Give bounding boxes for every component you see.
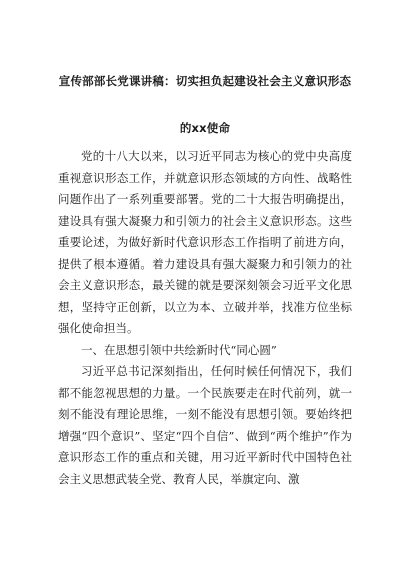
body-paragraph-section1: 习近平总书记深刻指出，任何时候任何情况下，我们都不能忽视思想的力量。一个民族要走在时代前列，就一刻不能没有理论思维，一刻不能没有思想引领。要始终把增强“四个意识”、坚定“四个自信”、做到“两个维护”作为意识形态工作的重点和关键，用习近平新时代中国特色社会主义思想武装全党、教育人民，举旗定向、激	[58, 364, 352, 486]
document-title-line1: 宣传部部长党课讲稿：切实担负起建设社会主义意识形态	[58, 74, 352, 88]
document-title-line2: 的xx使命	[179, 121, 231, 135]
section-heading-1: 一、在思想引领中共绘新时代“同心圆”	[81, 342, 277, 357]
document-body	[58, 146, 352, 490]
body-paragraph-intro: 党的十八大以来，以习近平同志为核心的党中央高度重视意识形态工作，并就意识形态领域的方向性、战略性问题作出了一系列重要部署。党的二十大报告明确提出，建设具有强大凝聚力和引领力的社会主义意识形态。这些重要论述，为做好新时代意识形态工作指明了前进方向，提供了根本遵循。着力建设具有强大凝聚力和引领力的社会主义意识形态，最关键的就是要深刻领会习近平文化思想，坚持守正创新，以立为本、立破并举，找准方位坐标强化使命担当。	[58, 149, 352, 335]
